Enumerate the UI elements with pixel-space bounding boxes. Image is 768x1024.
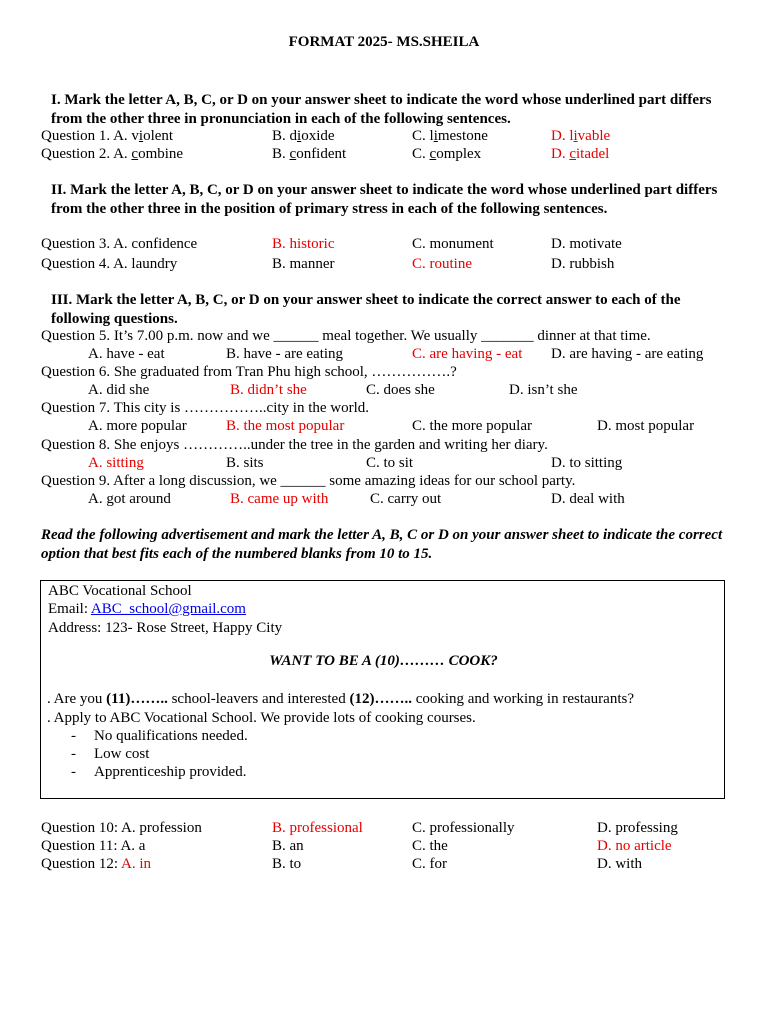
q6-option-a: A. did she — [88, 382, 150, 398]
advertisement-box — [40, 580, 725, 799]
ad-heading: WANT TO BE A (10)……… COOK? — [269, 653, 498, 669]
q12-option-c: C. for — [412, 856, 447, 872]
q2-option-d-correct: D. citadel — [551, 146, 610, 162]
ad-email-label: Email: — [48, 601, 91, 617]
ad-address: Address: 123- Rose Street, Happy City — [48, 620, 283, 636]
q1-option-c: C. limestone — [412, 128, 488, 144]
q8-option-c: C. to sit — [366, 455, 414, 471]
q4-option-d: D. rubbish — [551, 256, 615, 272]
q7-option-d: D. most popular — [597, 418, 695, 434]
q7-option-a: A. more popular — [88, 418, 187, 434]
q2-option-b: B. confident — [272, 146, 347, 162]
q4-option-b: B. manner — [272, 256, 335, 272]
q3-option-b-correct: B. historic — [272, 236, 335, 252]
q2-option-c: C. complex — [412, 146, 482, 162]
q1-option-d-correct: D. livable — [551, 128, 611, 144]
q5-option-b: B. have - are eating — [226, 346, 344, 362]
q10-option-b-correct: B. professional — [272, 820, 363, 836]
ad-email-link[interactable]: ABC_school@gmail.com — [90, 601, 246, 617]
q6-option-d: D. isn’t she — [509, 382, 578, 398]
q5-option-a: A. have - eat — [88, 346, 165, 362]
q10-option-d: D. professing — [597, 820, 678, 836]
q7-stem: Question 7. This city is ……………..city in the world. — [41, 400, 370, 416]
q6-stem: Question 6. She graduated from Tran Phu high school, …………….? — [41, 364, 457, 380]
q3-option-c: C. monument — [412, 236, 494, 252]
q11-option-a: Question 11: A. a — [41, 838, 146, 854]
ad-bullet-item: - No qualifications needed. — [71, 728, 248, 744]
reading-instruction: Read the following advertisement and mark the letter A, B, C or D on your answer sheet to indicate the correct option that best fits each of the numbered blanks from 10 to 15. — [41, 527, 723, 562]
q12-option-b: B. to — [272, 856, 302, 872]
q5-option-c-correct: C. are having - eat — [412, 346, 523, 362]
ad-email-line — [48, 600, 246, 618]
ad-school-name: ABC Vocational School — [48, 583, 192, 599]
q6-option-b-correct: B. didn’t she — [230, 382, 307, 398]
document-title: FORMAT 2025- MS.SHEILA — [288, 34, 480, 50]
q11-option-c: C. the — [412, 838, 448, 854]
q9-option-c: C. carry out — [370, 491, 442, 507]
question-2-row — [41, 145, 183, 163]
q10-option-a: Question 10: A. profession — [41, 820, 202, 836]
q2-option-a: Question 2. A. combine — [41, 146, 184, 162]
q9-stem: Question 9. After a long discussion, we ______ some amazing ideas for our school party. — [41, 473, 576, 489]
q4-option-c-correct: C. routine — [412, 256, 472, 272]
section-3-instruction: III. Mark the letter A, B, C, or D on your answer sheet to indicate the correct answer to each of the following questions. — [51, 292, 681, 327]
q11-option-b: B. an — [272, 838, 304, 854]
q8-option-d: D. to sitting — [551, 455, 623, 471]
q12-option-d: D. with — [597, 856, 642, 872]
ad-bullet-item: - Apprenticeship provided. — [71, 764, 247, 780]
q7-option-c: C. the more popular — [412, 418, 532, 434]
q12-label: Question 12: — [41, 856, 122, 872]
q6-option-c: C. does she — [366, 382, 435, 398]
section-1-instruction: I. Mark the letter A, B, C, or D on your answer sheet to indicate the word whose underlined part differs from the other three in pronunciation in each of the following sentences. — [51, 92, 712, 127]
q5-stem: Question 5. It’s 7.00 p.m. now and we ______ meal together. We usually _______ dinner at that time. — [41, 328, 651, 344]
q8-option-b: B. sits — [226, 455, 264, 471]
q11-option-d-correct: D. no article — [597, 838, 672, 854]
q8-stem: Question 8. She enjoys …………..under the tree in the garden and writing her diary. — [41, 437, 548, 453]
q3-option-a: Question 3. A. confidence — [41, 236, 198, 252]
q12-row — [41, 855, 151, 873]
q7-option-b-correct: B. the most popular — [226, 418, 345, 434]
ad-line-1: . Are you (11)…….. school-leavers and interested (12)…….. cooking and working in restaurants? — [47, 691, 634, 707]
q3-option-d: D. motivate — [551, 236, 622, 252]
question-1-row — [41, 127, 173, 145]
q1-option-b: B. dioxide — [272, 128, 335, 144]
ad-bullet-item: - Low cost — [71, 746, 150, 762]
q12-option-a-correct: A. in — [121, 856, 152, 872]
section-2-instruction: II. Mark the letter A, B, C, or D on your answer sheet to indicate the word whose underlined part differs from the other three in the position of primary stress in each of the following sentences. — [51, 182, 718, 217]
q10-option-c: C. professionally — [412, 820, 515, 836]
q9-option-b-correct: B. came up with — [230, 491, 329, 507]
q9-option-a: A. got around — [88, 491, 171, 507]
q9-option-d: D. deal with — [551, 491, 625, 507]
q5-option-d: D. are having - are eating — [551, 346, 704, 362]
ad-line-2: . Apply to ABC Vocational School. We provide lots of cooking courses. — [47, 710, 476, 726]
q8-option-a-correct: A. sitting — [88, 455, 144, 471]
q1-option-a: Question 1. A. violent — [41, 128, 174, 144]
q4-option-a: Question 4. A. laundry — [41, 256, 178, 272]
